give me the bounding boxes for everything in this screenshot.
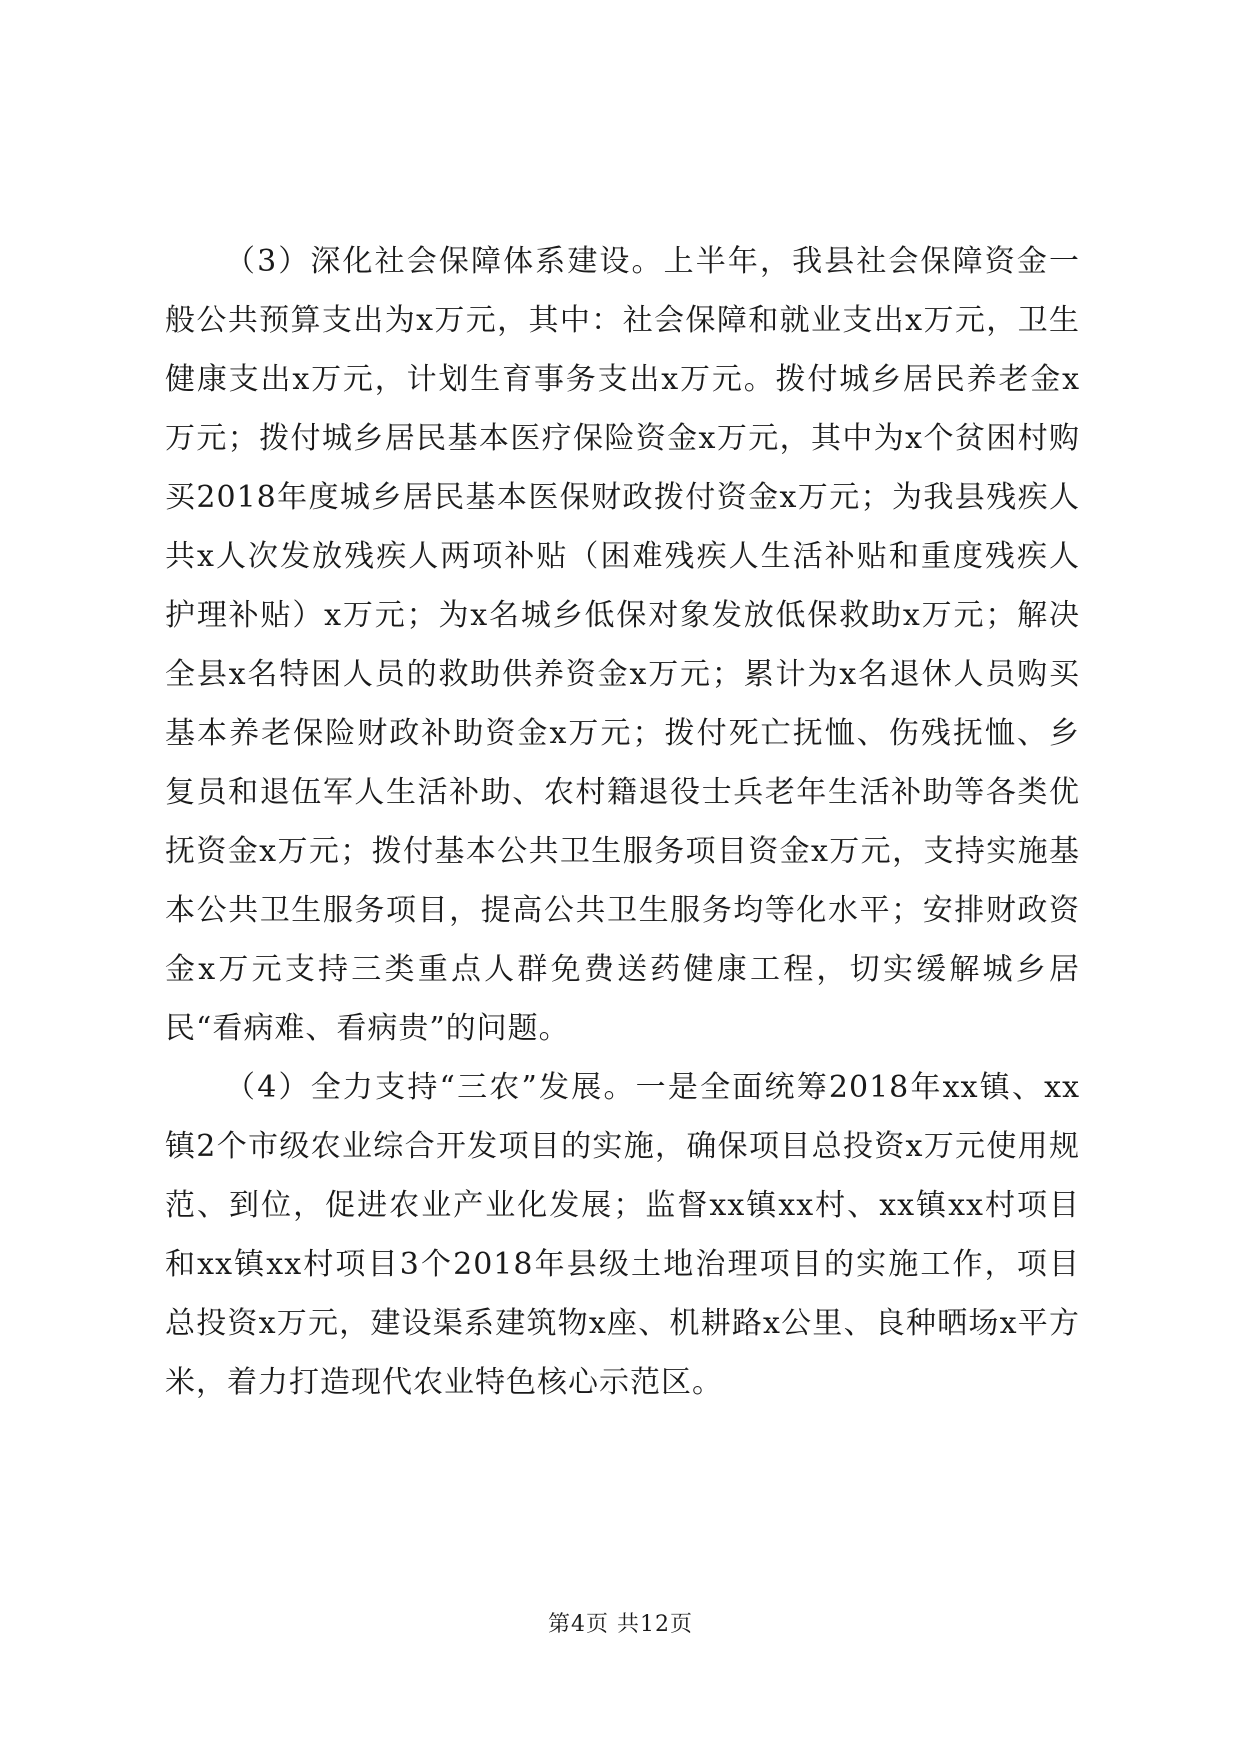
paragraph-agriculture: （4）全力支持“三农”发展。一是全面统筹2018年xx镇、xx镇2个市级农业综合开发项目的实施，确保项目总投资x万元使用规范、到位，促进农业产业化发展；监督xx镇xx村、xx镇xx村项目和xx镇xx村项目3个2018年县级土地治理项目的实施工作，项目总投资x万元，建设渠系建筑物x座、机耕路x公里、良种晒场x平方米，着力打造现代农业特色核心示范区。	[165, 1070, 1080, 1400]
paragraph-social-security: （3）深化社会保障体系建设。上半年，我县社会保障资金一般公共预算支出为x万元，其中：社会保障和就业支出x万元，卫生健康支出x万元，计划生育事务支出x万元。拨付城乡居民养老金x万元；拨付城乡居民基本医疗保险资金x万元，其中为x个贫困村购买2018年度城乡居民基本医保财政拨付资金x万元；为我县残疾人共x人次发放残疾人两项补贴（困难残疾人生活补贴和重度残疾人护理补贴）x万元；为x名城乡低保对象发放低保救助x万元；解决全县x名特困人员的救助供养资金x万元；累计为x名退休人员购买基本养老保险财政补助资金x万元；拨付死亡抚恤、伤残抚恤、乡复员和退伍军人生活补助、农村籍退役士兵老年生活补助等各类优抚资金x万元；拨付基本公共卫生服务项目资金x万元，支持实施基本公共卫生服务项目，提高公共卫生服务均等化水平；安排财政资金x万元支持三类重点人群免费送药健康工程，切实缓解城乡居民“看病难、看病贵”的问题。	[165, 244, 1080, 1046]
page-footer: 第4页 共12页	[548, 1612, 693, 1637]
document-body	[165, 232, 1080, 1412]
